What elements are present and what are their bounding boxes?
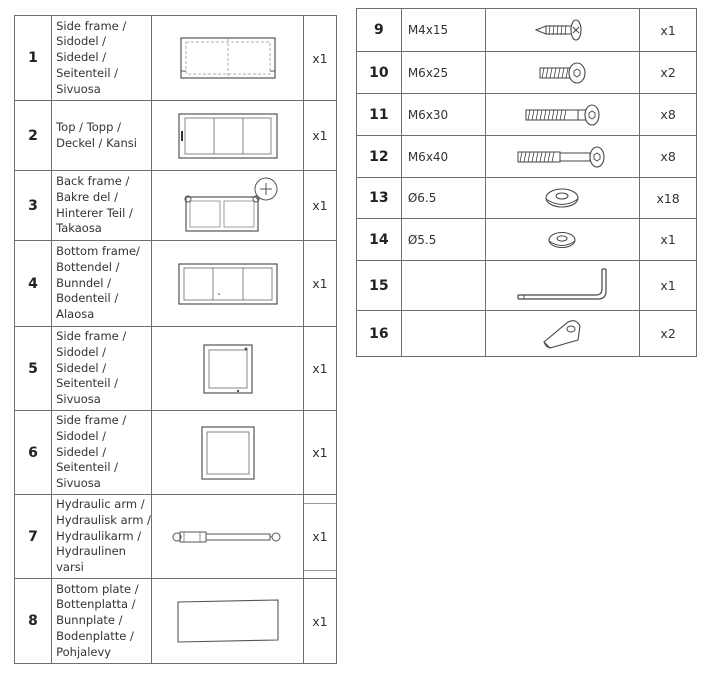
bracket-clip-icon — [538, 316, 586, 352]
part-number: 7 — [15, 495, 52, 579]
part-illustration — [152, 16, 303, 101]
part-illustration — [485, 261, 640, 311]
side-frame-square-icon — [198, 423, 258, 483]
part-row — [15, 579, 337, 664]
part-quantity: x2 — [640, 311, 697, 357]
part-quantity — [303, 495, 336, 579]
part-illustration — [152, 241, 303, 327]
part-quantity: x8 — [640, 136, 697, 178]
part-quantity: x1 — [303, 327, 336, 411]
part-number: 11 — [357, 94, 402, 136]
part-quantity: x1 — [303, 241, 336, 327]
part-row — [15, 16, 337, 101]
part-size: M6x25 — [401, 52, 485, 94]
top-panel-icon — [176, 111, 280, 161]
part-illustration — [152, 327, 303, 411]
part-name: Top / Topp / Deckel / Kansi — [52, 101, 152, 171]
part-row — [357, 9, 697, 52]
part-size: M4x15 — [401, 9, 485, 52]
part-illustration — [152, 495, 303, 579]
parts-table-right — [356, 8, 697, 357]
part-row — [357, 219, 697, 261]
part-name: Side frame / Sidodel / Sidedel / Seitenteil / Sivuosa — [52, 327, 152, 411]
part-illustration — [152, 411, 303, 495]
bottom-frame-icon — [176, 259, 280, 309]
part-number: 10 — [357, 52, 402, 94]
part-row — [15, 495, 337, 579]
part-number: 14 — [357, 219, 402, 261]
part-illustration — [485, 9, 640, 52]
part-number: 6 — [15, 411, 52, 495]
part-quantity: x1 — [303, 171, 336, 241]
part-quantity: x2 — [640, 52, 697, 94]
part-quantity: x1 — [303, 101, 336, 171]
parts-table-left — [14, 15, 337, 664]
part-quantity: x1 — [640, 219, 697, 261]
back-frame-icon — [178, 175, 278, 237]
part-size — [401, 261, 485, 311]
side-frame-long-icon — [178, 33, 278, 83]
part-illustration — [485, 311, 640, 357]
part-illustration — [485, 136, 640, 178]
part-number: 13 — [357, 178, 402, 219]
part-quantity: x1 — [640, 9, 697, 52]
part-number: 16 — [357, 311, 402, 357]
part-quantity: x1 — [303, 16, 336, 101]
part-size: Ø5.5 — [401, 219, 485, 261]
part-number: 1 — [15, 16, 52, 101]
part-row — [357, 178, 697, 219]
part-size — [401, 311, 485, 357]
hex-bolt-long-icon — [514, 144, 610, 170]
part-name: Bottom frame/ Bottendel / Bunndel / Bodenteil / Alaosa — [52, 241, 152, 327]
part-size: M6x40 — [401, 136, 485, 178]
part-number: 12 — [357, 136, 402, 178]
part-quantity: x18 — [640, 178, 697, 219]
part-size: Ø6.5 — [401, 178, 485, 219]
phillips-screw-icon — [532, 17, 592, 43]
part-number: 15 — [357, 261, 402, 311]
part-name: Side frame / Sidodel / Sidedel / Seitenteil / Sivuosa — [52, 411, 152, 495]
part-illustration — [152, 171, 303, 241]
part-number: 2 — [15, 101, 52, 171]
part-row — [15, 241, 337, 327]
part-illustration — [485, 94, 640, 136]
bottom-plate-icon — [174, 596, 282, 646]
part-name: Bottom plate / Bottenplatta / Bunnplate / Bodenplatte / Pohjalevy — [52, 579, 152, 664]
part-size: M6x30 — [401, 94, 485, 136]
part-number: 9 — [357, 9, 402, 52]
part-illustration — [485, 52, 640, 94]
part-row — [357, 136, 697, 178]
part-name: Side frame / Sidodel / Sidedel / Seitenteil / Sivuosa — [52, 16, 152, 101]
hex-bolt-short-icon — [534, 60, 590, 86]
part-row — [357, 94, 697, 136]
part-name: Back frame / Bakre del / Hinterer Teil / Takaosa — [52, 171, 152, 241]
part-illustration — [485, 178, 640, 219]
side-frame-square-icon — [200, 341, 256, 397]
part-number: 4 — [15, 241, 52, 327]
part-row — [15, 327, 337, 411]
part-quantity: x1 — [303, 411, 336, 495]
hydraulic-arm-icon — [170, 524, 286, 550]
washer-large-icon — [542, 185, 582, 211]
hex-bolt-medium-icon — [522, 102, 602, 128]
part-row — [357, 52, 697, 94]
part-name: Hydraulic arm / Hydraulisk arm / Hydraulikarm / Hydraulinen varsi — [52, 495, 152, 579]
allen-key-icon — [512, 265, 612, 307]
part-number: 5 — [15, 327, 52, 411]
part-row — [15, 171, 337, 241]
part-illustration — [152, 579, 303, 664]
part-row — [15, 411, 337, 495]
part-illustration — [152, 101, 303, 171]
part-row — [357, 311, 697, 357]
part-number: 3 — [15, 171, 52, 241]
part-quantity: x8 — [640, 94, 697, 136]
part-row — [357, 261, 697, 311]
part-quantity: x1 — [303, 579, 336, 664]
part-row — [15, 101, 337, 171]
part-illustration — [485, 219, 640, 261]
part-quantity: x1 — [640, 261, 697, 311]
part-number: 8 — [15, 579, 52, 664]
part-quantity-value: x1 — [304, 503, 336, 571]
washer-small-icon — [544, 228, 580, 252]
